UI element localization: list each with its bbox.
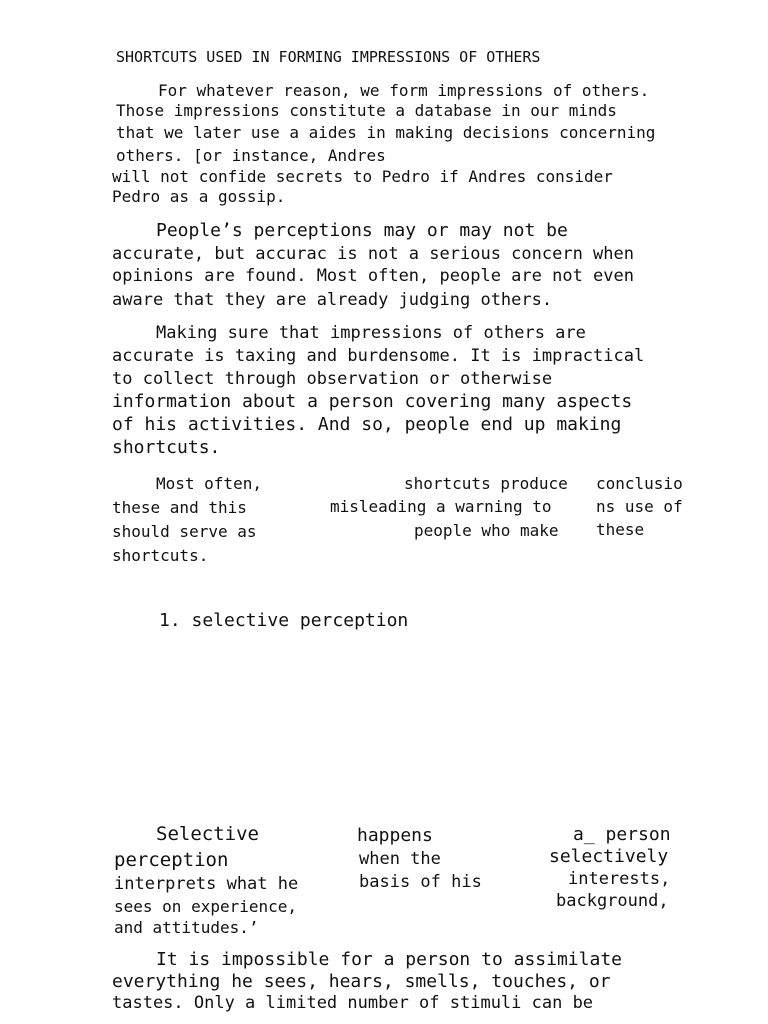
text-line: happens bbox=[357, 825, 433, 846]
text-line: Making sure that impressions of others are bbox=[156, 323, 586, 343]
document-title: SHORTCUTS USED IN FORMING IMPRESSIONS OF OTHERS bbox=[116, 48, 541, 66]
text-line: ns use of bbox=[596, 497, 683, 516]
text-line: and attitudes.’ bbox=[114, 918, 259, 937]
text-line: when the bbox=[359, 849, 441, 869]
text-line: others. [or instance, Andres bbox=[116, 146, 386, 165]
text-line: Those impressions constitute a database in our minds bbox=[116, 101, 617, 120]
text-line: shortcuts. bbox=[112, 546, 209, 565]
text-line: everything he sees, hears, smells, touches, or bbox=[112, 971, 611, 992]
text-line: these and this bbox=[112, 498, 247, 517]
text-line: perception bbox=[114, 849, 229, 871]
text-line: of his activities. And so, people end up making bbox=[112, 414, 622, 435]
text-line: accurate is taxing and burdensome. It is impractical bbox=[112, 346, 645, 366]
text-line: people who make bbox=[414, 521, 559, 540]
text-line: should serve as bbox=[112, 522, 257, 541]
text-line: basis of his bbox=[359, 872, 482, 892]
text-line: these bbox=[596, 520, 645, 539]
text-line: accurate, but accurac is not a serious concern when bbox=[112, 244, 634, 264]
section-heading: 1. selective perception bbox=[159, 610, 409, 631]
text-line: tastes. Only a limited number of stimuli can be bbox=[112, 993, 594, 1013]
text-line: opinions are found. Most often, people are not even bbox=[112, 266, 634, 286]
text-line: conclusio bbox=[596, 474, 683, 493]
text-line: Selective bbox=[156, 823, 259, 845]
text-line: interests, bbox=[568, 869, 671, 889]
text-line: interprets what he bbox=[114, 874, 299, 894]
text-line: People’s perceptions may or may not be bbox=[156, 220, 568, 241]
text-line: For whatever reason, we form impressions of others. bbox=[158, 81, 650, 100]
text-line: selectively bbox=[549, 846, 669, 867]
text-line: Most often, bbox=[156, 474, 262, 493]
text-line: a_ person bbox=[573, 824, 671, 845]
text-line: background, bbox=[556, 891, 669, 911]
text-line: information about a person covering many aspects bbox=[112, 391, 633, 412]
text-line: shortcuts produce bbox=[404, 474, 568, 493]
text-line: Pedro as a gossip. bbox=[112, 187, 286, 206]
text-line: It is impossible for a person to assimilate bbox=[156, 949, 622, 970]
text-line: misleading a warning to bbox=[330, 497, 552, 516]
text-line: to collect through observation or otherwise bbox=[112, 369, 553, 389]
text-line: shortcuts. bbox=[112, 437, 221, 458]
text-line: will not confide secrets to Pedro if Andres consider bbox=[112, 167, 613, 186]
text-line: that we later use a aides in making decisions concerning bbox=[116, 123, 656, 142]
text-line: sees on experience, bbox=[114, 897, 298, 916]
text-line: aware that they are already judging others. bbox=[112, 290, 553, 310]
